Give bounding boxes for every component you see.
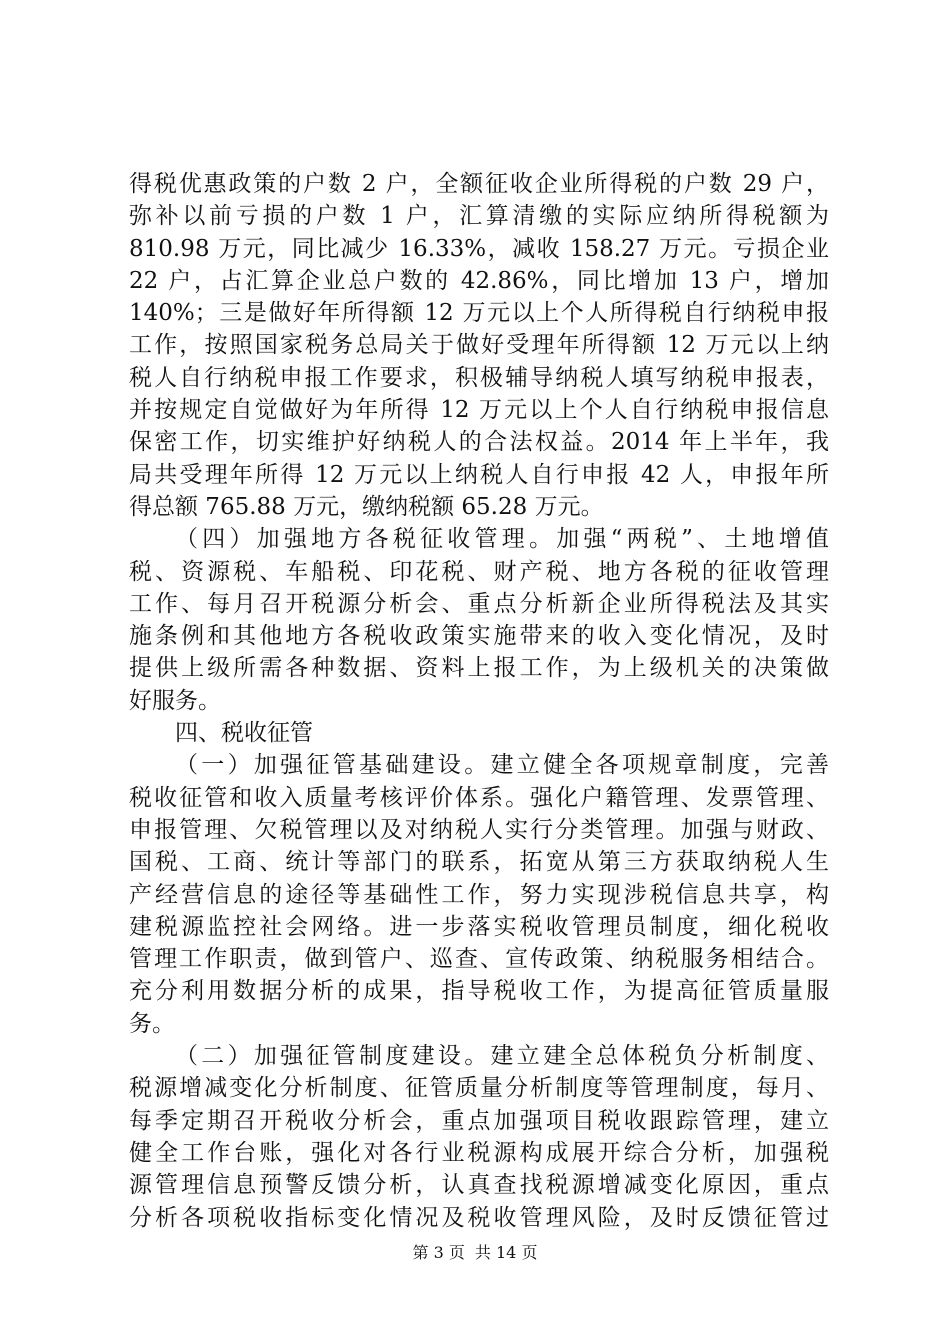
document-body [129, 168, 829, 1234]
text-line: 工作，按照国家税务总局关于做好受理年所得额 12 万元以上纳 [129, 332, 829, 359]
text-line: （二）加强征管制度建设。建立建全总体税负分析制度、 [175, 1043, 829, 1070]
text-line: 税收征管和收入质量考核评价体系。强化户籍管理、发票管理、 [129, 784, 829, 811]
text-line: 局共受理年所得 12 万元以上纳税人自行申报 42 人，申报年所 [129, 461, 829, 488]
text-line: 施条例和其他地方各税收政策实施带来的收入变化情况，及时 [129, 623, 829, 650]
text-line: 国税、工商、统计等部门的联系，拓宽从第三方获取纳税人生 [129, 849, 829, 876]
text-line: 弥补以前亏损的户数 1 户，汇算清缴的实际应纳所得税额为 [129, 203, 829, 230]
text-line: 提供上级所需各种数据、资料上报工作，为上级机关的决策做 [129, 655, 829, 682]
text-line: 22 户，占汇算企业总户数的 42.86%，同比增加 13 户，增加 [129, 267, 829, 294]
text-line: 建税源监控社会网络。进一步落实税收管理员制度，细化税收 [129, 913, 829, 940]
page-footer [0, 1243, 950, 1263]
text-line: 产经营信息的途径等基础性工作，努力实现涉税信息共享，构 [129, 881, 829, 908]
text-line: 并按规定自觉做好为年所得 12 万元以上个人自行纳税申报信息 [129, 397, 829, 424]
text-line: 源管理信息预警反馈分析，认真查找税源增减变化原因，重点 [129, 1172, 829, 1199]
text-line: （四）加强地方各税征收管理。加强“两税”、土地增值 [175, 526, 829, 553]
text-line: 务。 [129, 1010, 175, 1037]
text-line: 税、资源税、车船税、印花税、财产税、地方各税的征收管理 [129, 558, 829, 585]
text-line: （一）加强征管基础建设。建立健全各项规章制度，完善 [175, 752, 829, 779]
text-line: 810.98 万元，同比减少 16.33%，减收 158.27 万元。亏损企业 [129, 235, 829, 262]
text-line: 分析各项税收指标变化情况及税收管理风险，及时反馈征管过 [129, 1204, 829, 1231]
text-line: 税源增减变化分析制度、征管质量分析制度等管理制度，每月、 [129, 1075, 829, 1102]
text-line: 好服务。 [129, 687, 221, 714]
text-line: 保密工作，切实维护好纳税人的合法权益。2014 年上半年，我 [129, 429, 829, 456]
page-number: 第 3 页 [412, 1243, 465, 1262]
text-line: 健全工作台账，强化对各行业税源构成展开综合分析，加强税 [129, 1139, 829, 1166]
text-line: 申报管理、欠税管理以及对纳税人实行分类管理。加强与财政、 [129, 816, 829, 843]
text-line: 得税优惠政策的户数 2 户，全额征收企业所得税的户数 29 户， [129, 171, 829, 197]
text-line: 140%；三是做好年所得额 12 万元以上个人所得税自行纳税申报 [129, 300, 829, 327]
text-line: 得总额 765.88 万元，缴纳税额 65.28 万元。 [129, 493, 604, 520]
text-line: 充分利用数据分析的成果，指导税收工作，为提高征管质量服 [129, 978, 829, 1005]
text-line: 税人自行纳税申报工作要求，积极辅导纳税人填写纳税申报表， [129, 364, 829, 391]
page-total: 共 14 页 [474, 1243, 538, 1262]
text-line: 管理工作职责，做到管户、巡查、宣传政策、纳税服务相结合。 [129, 946, 829, 973]
text-line: 四、税收征管 [175, 720, 313, 747]
text-line: 每季定期召开税收分析会，重点加强项目税收跟踪管理，建立 [129, 1107, 829, 1134]
text-line: 工作、每月召开税源分析会、重点分析新企业所得税法及其实 [129, 590, 829, 617]
